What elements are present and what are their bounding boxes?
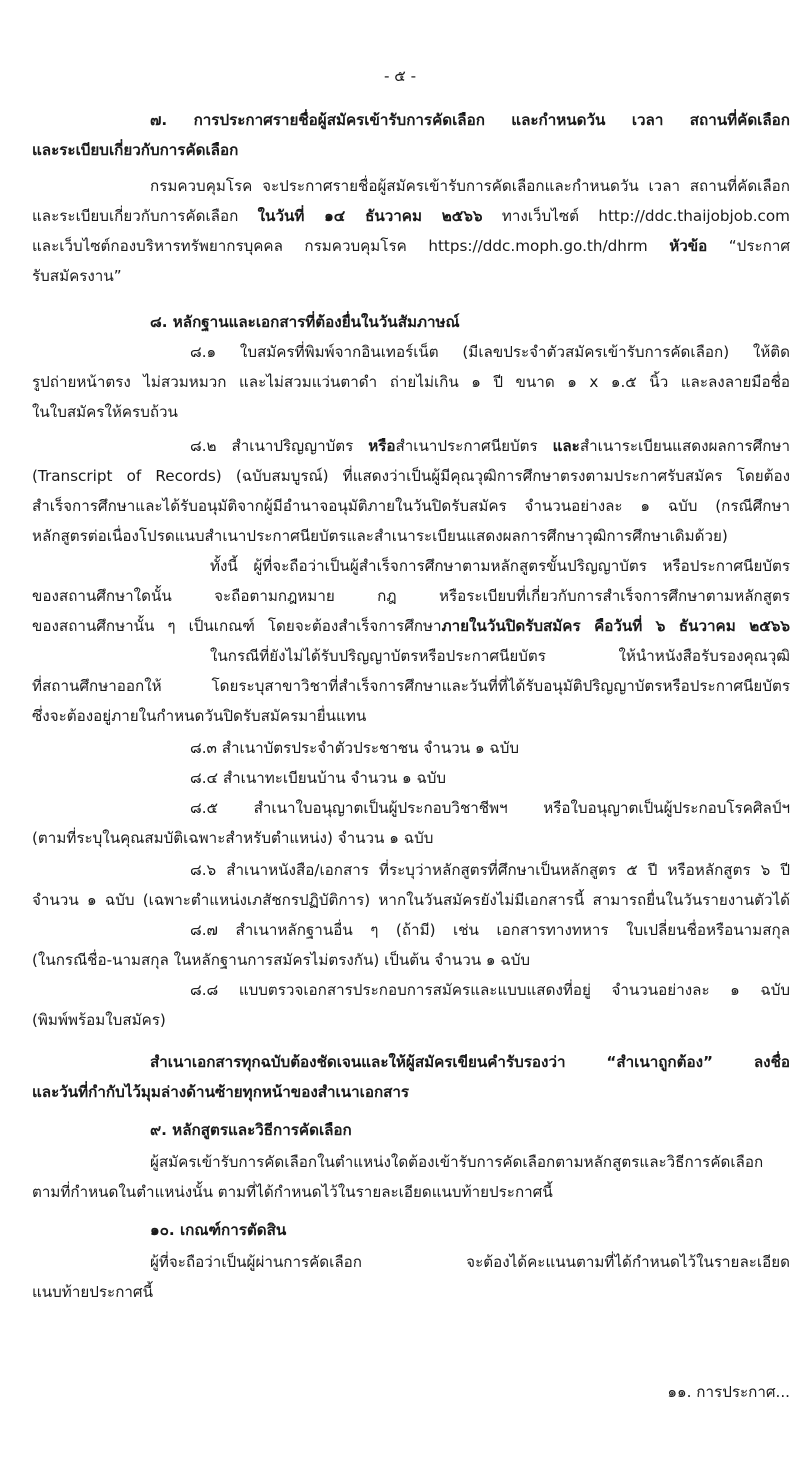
list-item: ๘.๗ สำเนาหลักฐานอื่น ๆ (ถ้ามี) เช่น เอกสารทางทหาร ใบเปลี่ยนชื่อหรือนามสกุล <box>190 921 790 939</box>
list-item-cont: ในใบสมัครให้ครบถ้วน <box>32 403 178 421</box>
list-item: ๘.๘ แบบตรวจเอกสารประกอบการสมัครและแบบแสดงที่อยู่ จำนวนอย่างละ ๑ ฉบับ <box>190 981 790 999</box>
paragraph: ของสถานศึกษาใดนั้น จะถือตามกฎหมาย กฎ หรือระเบียบที่เกี่ยวกับการสำเร็จการศึกษาตามหลักสูตร <box>32 587 790 605</box>
paragraph: ซึ่งจะต้องอยู่ภายในกำหนดวันปิดรับสมัครมายื่นแทน <box>32 707 367 725</box>
paragraph: และระเบียบเกี่ยวกับการคัดเลือก ในวันที่ ๑๔ ธันวาคม ๒๕๖๖ ทางเว็บไซต์ http://ddc.thaijobjob.com <box>32 207 790 225</box>
paragraph: ทั้งนี้ ผู้ที่จะถือว่าเป็นผู้สำเร็จการศึกษาตามหลักสูตรขั้นปริญญาบัตร หรือประกาศนียบัตร <box>210 557 790 575</box>
list-item-cont: (ตามที่ระบุในคุณสมบัติเฉพาะสำหรับตำแหน่ง) จำนวน ๑ ฉบับ <box>32 829 434 847</box>
paragraph: และเว็บไซต์กองบริหารทรัพยากรบุคคล กรมควบคุมโรค https://ddc.moph.go.th/dhrm หัวข้อ “ประกาศ <box>32 237 790 255</box>
section-8-heading: ๘. หลักฐานและเอกสารที่ต้องยื่นในวันสัมภาษณ์ <box>150 313 460 331</box>
paragraph: ของสถานศึกษานั้น ๆ เป็นเกณฑ์ โดยจะต้องสำเร็จการศึกษาภายในวันปิดรับสมัคร คือวันที่ ๖ ธันวาคม ๒๕๖๖ <box>32 617 790 635</box>
list-item: ๘.๕ สำเนาใบอนุญาตเป็นผู้ประกอบวิชาชีพฯ หรือใบอนุญาตเป็นผู้ประกอบโรคศิลป์ฯ <box>190 799 790 817</box>
continuation-marker: ๑๑. การประกาศ... <box>667 1383 790 1401</box>
paragraph: ผู้ที่จะถือว่าเป็นผู้ผ่านการคัดเลือก จะต้องได้คะแนนตามที่ได้กำหนดไว้ในรายละเอียด <box>150 1253 790 1271</box>
announcement-date: ในวันที่ ๑๔ ธันวาคม ๒๕๖๖ <box>257 207 483 225</box>
list-item: ๘.๒ สำเนาปริญญาบัตร หรือสำเนาประกาศนียบัตร และสำเนาระเบียนแสดงผลการศึกษา <box>190 437 790 455</box>
list-item: ๘.๑ ใบสมัครที่พิมพ์จากอินเทอร์เน็ต (มีเลขประจำตัวสมัครเข้ารับการคัดเลือก) ให้ติด <box>190 343 790 361</box>
list-item-cont: รูปถ่ายหน้าตรง ไม่สวมหมวก และไม่สวมแว่นตาดำ ถ่ายไม่เกิน ๑ ปี ขนาด ๑ x ๑.๕ นิ้ว และลงลายมือชื่อ <box>32 373 790 391</box>
paragraph: รับสมัครงาน” <box>32 267 122 285</box>
list-item: ๘.๓ สำเนาบัตรประจำตัวประชาชน จำนวน ๑ ฉบับ <box>190 739 520 757</box>
list-item: ๘.๔ สำเนาทะเบียนบ้าน จำนวน ๑ ฉบับ <box>190 769 447 787</box>
closing-date: ภายในวันปิดรับสมัคร คือวันที่ ๖ ธันวาคม ๒๕๖๖ <box>441 617 790 635</box>
page-number: - ๕ - <box>383 67 417 85</box>
list-item: ๘.๖ สำเนาหนังสือ/เอกสาร ที่ระบุว่าหลักสูตรที่ศึกษาเป็นหลักสูตร ๕ ปี หรือหลักสูตร ๖ ปี <box>190 861 790 879</box>
paragraph: ตามที่กำหนดในตำแหน่งนั้น ตามที่ได้กำหนดไว้ในรายละเอียดแนบท้ายประกาศนี้ <box>32 1183 553 1201</box>
section-7-heading-cont: และระเบียบเกี่ยวกับการคัดเลือก <box>32 141 239 159</box>
certification-note-cont: และวันที่กำกับไว้มุมล่างด้านซ้ายทุกหน้าของสำเนาเอกสาร <box>32 1083 410 1101</box>
section-10-heading: ๑๐. เกณฑ์การตัดสิน <box>150 1221 287 1239</box>
paragraph: ผู้สมัครเข้ารับการคัดเลือกในตำแหน่งใดต้องเข้ารับการคัดเลือกตามหลักสูตรและวิธีการคัดเลือก <box>150 1153 764 1171</box>
list-item-cont: หลักสูตรต่อเนื่องโปรดแนบสำเนาประกาศนียบัตรและสำเนาระเบียนแสดงผลการศึกษาวุฒิการศึกษาเดิมด้วย) <box>32 527 728 545</box>
list-item-cont: สำเร็จการศึกษาและได้รับอนุมัติจากผู้มีอำนาจอนุมัติภายในวันปิดรับสมัคร จำนวนอย่างละ ๑ ฉบับ (กรณีศึกษา <box>32 497 790 515</box>
section-9-heading: ๙. หลักสูตรและวิธีการคัดเลือก <box>150 1121 352 1139</box>
section-7-heading: ๗. การประกาศรายชื่อผู้สมัครเข้ารับการคัดเลือก และกำหนดวัน เวลา สถานที่คัดเลือก <box>150 111 790 129</box>
paragraph: กรมควบคุมโรค จะประกาศรายชื่อผู้สมัครเข้ารับการคัดเลือกและกำหนดวัน เวลา สถานที่คัดเลือก <box>150 177 790 195</box>
list-item-cont: (พิมพ์พร้อมใบสมัคร) <box>32 1011 166 1029</box>
list-item-cont: จำนวน ๑ ฉบับ (เฉพาะตำแหน่งเภสัชกรปฏิบัติการ) หากในวันสมัครยังไม่มีเอกสารนี้ สามารถยื่นในวันรายงานตัวได้ <box>32 891 790 909</box>
paragraph: ในกรณีที่ยังไม่ได้รับปริญญาบัตรหรือประกาศนียบัตร ให้นำหนังสือรับรองคุณวุฒิ <box>210 647 790 665</box>
paragraph: แนบท้ายประกาศนี้ <box>32 1283 153 1301</box>
paragraph: ที่สถานศึกษาออกให้ โดยระบุสาขาวิชาที่สำเร็จการศึกษาและวันที่ที่ได้รับอนุมัติปริญญาบัตรหรือประกาศนียบัตร <box>32 677 790 695</box>
certification-note: สำเนาเอกสารทุกฉบับต้องชัดเจนและให้ผู้สมัครเขียนคำรับรองว่า “สำเนาถูกต้อง” ลงชื่อ <box>150 1053 790 1071</box>
list-item-cont: (ในกรณีชื่อ-นามสกุล ในหลักฐานการสมัครไม่ตรงกัน) เป็นต้น จำนวน ๑ ฉบับ <box>32 951 531 969</box>
list-item-cont: (Transcript of Records) (ฉบับสมบูรณ์) ที่แสดงว่าเป็นผู้มีคุณวุฒิการศึกษาตรงตามประกาศรับสมัคร โดยต้อง <box>32 467 790 485</box>
